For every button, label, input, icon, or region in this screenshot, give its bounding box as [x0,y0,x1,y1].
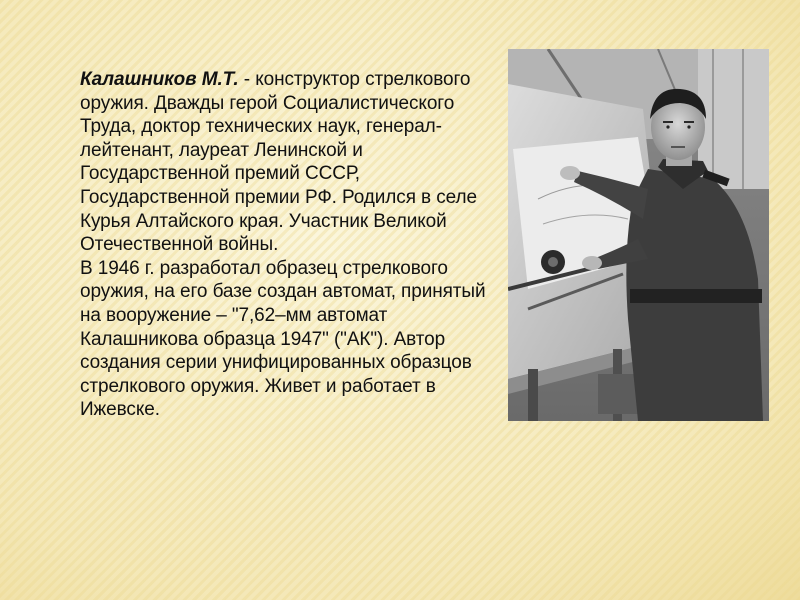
drafting-board-photo-image [508,49,769,421]
biography-intro: - конструктор стрелкового оружия. Дважды герой Социалистического Труда, доктор технических наук, генерал-лейтенант, лауреат Ленинской и Государственной премий СССР, Государственной премии РФ. Родился в селе Курья Алтайского края. Участник Великой Отечественной войны. [80,69,477,256]
biography-paragraph-1 [80,68,490,257]
person-name: Калашников М.Т. [80,69,239,90]
portrait-photo [508,49,769,421]
biography-text [80,68,490,422]
biography-paragraph-2: В 1946 г. разработал образец стрелкового оружия, на его базе создан автомат, принятый на вооружение – "7,62–мм автомат Калашникова образца 1947" ("АК"). Автор создания серии унифицированных образцов стрелкового оружия. Живет и работает в Ижевске. [80,257,486,421]
